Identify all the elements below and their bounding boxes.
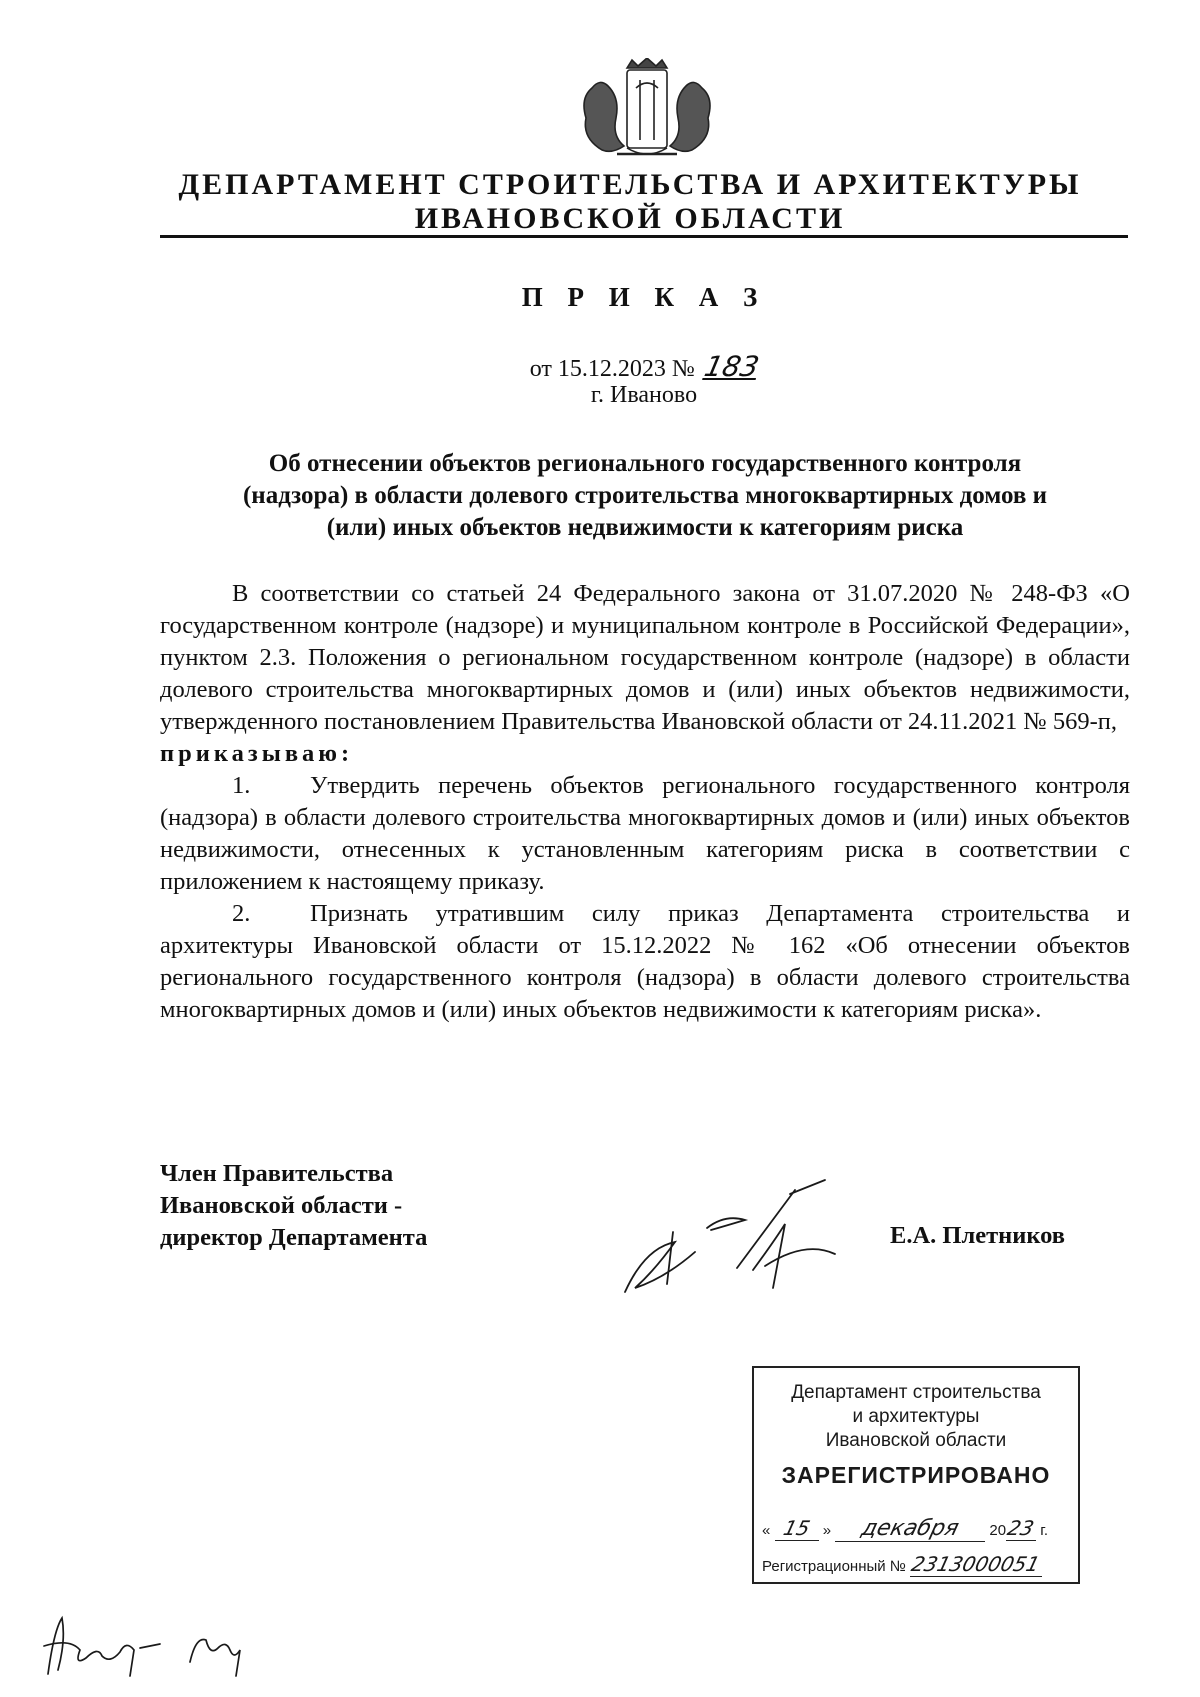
stamp-year-unit: г. bbox=[1040, 1522, 1049, 1539]
department-line-1: ДЕПАРТАМЕНТ СТРОИТЕЛЬСТВА И АРХИТЕКТУРЫ bbox=[178, 168, 1082, 201]
order-number-handwritten: 183 bbox=[701, 350, 762, 383]
item-number: 1. bbox=[232, 772, 251, 799]
stamp-month: декабря bbox=[858, 1516, 962, 1541]
stamp-year-suffix: 23 bbox=[1005, 1516, 1037, 1540]
department-line-2: ИВАНОВСКОЙ ОБЛАСТИ bbox=[414, 202, 846, 235]
order-subject bbox=[180, 448, 1110, 544]
item-text: Признать утратившим силу приказ Департамента строительства и архитектуры Ивановской области от 15.12.2022 № 162 «Об отнесении объектов регионального государственного контроля (надзора) в области долевого строительства многоквартирных домов и (или) иных объектов недвижимости к категориям риска». bbox=[160, 900, 1130, 1023]
stamp-line-1: Департамент строительства bbox=[791, 1382, 1041, 1403]
signer-name: Е.А. Плетников bbox=[890, 1222, 1066, 1249]
department-name bbox=[160, 168, 1100, 236]
preamble: В соответствии со статьей 24 Федерального закона от 31.07.2020 № 248-ФЗ «О государственном контроле (надзоре) и муниципальном контроле в Российской Федерации», пунктом 2.3. Положения о региональном государственном контроле (надзоре) в области долевого строительства многоквартирных домов и (или) иных объектов недвижимости, утвержденного постановлением Правительства Ивановской области от 24.11.2021 № 569-п, bbox=[160, 580, 1130, 735]
stamp-registered: ЗАРЕГИСТРИРОВАНО bbox=[781, 1462, 1051, 1488]
item-number: 2. bbox=[232, 900, 251, 927]
stamp-open-quote: « bbox=[762, 1522, 771, 1539]
handwritten-initials bbox=[40, 1610, 270, 1680]
stamp-reg-label: Регистрационный № bbox=[762, 1558, 906, 1575]
order-date-number bbox=[160, 350, 1128, 383]
stamp-reg-number: 2313000051 bbox=[909, 1552, 1043, 1576]
list-item bbox=[160, 770, 1130, 898]
document-type-title: П Р И К А З bbox=[521, 282, 767, 312]
header-divider bbox=[160, 235, 1128, 238]
stamp-close-quote: » bbox=[822, 1522, 832, 1539]
signer-position bbox=[160, 1158, 580, 1254]
order-body bbox=[160, 578, 1130, 1026]
order-city: г. Иваново bbox=[590, 382, 698, 408]
subject-line-3: (или) иных объектов недвижимости к категориям риска bbox=[326, 514, 964, 541]
stamp-registration-row bbox=[762, 1552, 1070, 1577]
coat-of-arms-icon bbox=[572, 58, 722, 162]
stamp-year-prefix: 20 bbox=[989, 1522, 1007, 1539]
order-verb: приказываю: bbox=[160, 740, 354, 767]
subject-line-1: Об отнесении объектов регионального государственного контроля bbox=[268, 450, 1022, 477]
order-date: от 15.12.2023 № bbox=[529, 356, 695, 382]
stamp-line-3: Ивановской области bbox=[825, 1430, 1007, 1451]
position-line-2: Ивановской области - bbox=[160, 1192, 403, 1219]
position-line-1: Член Правительства bbox=[160, 1160, 394, 1187]
item-text: Утвердить перечень объектов регионального государственного контроля (надзора) в области долевого строительства многоквартирных домов и (или) иных объектов недвижимости, отнесенных к установленным категориям риска в соответствии с приложением к настоящему приказу. bbox=[160, 772, 1130, 895]
registration-stamp bbox=[752, 1366, 1080, 1584]
stamp-day: 15 bbox=[780, 1516, 813, 1540]
subject-line-2: (надзора) в области долевого строительства многоквартирных домов и bbox=[242, 482, 1048, 509]
stamp-date-row bbox=[762, 1516, 1070, 1542]
stamp-line-2: и архитектуры bbox=[852, 1406, 980, 1427]
position-line-3: директор Департамента bbox=[160, 1224, 428, 1251]
handwritten-signature bbox=[615, 1170, 875, 1300]
list-item bbox=[160, 898, 1130, 1026]
